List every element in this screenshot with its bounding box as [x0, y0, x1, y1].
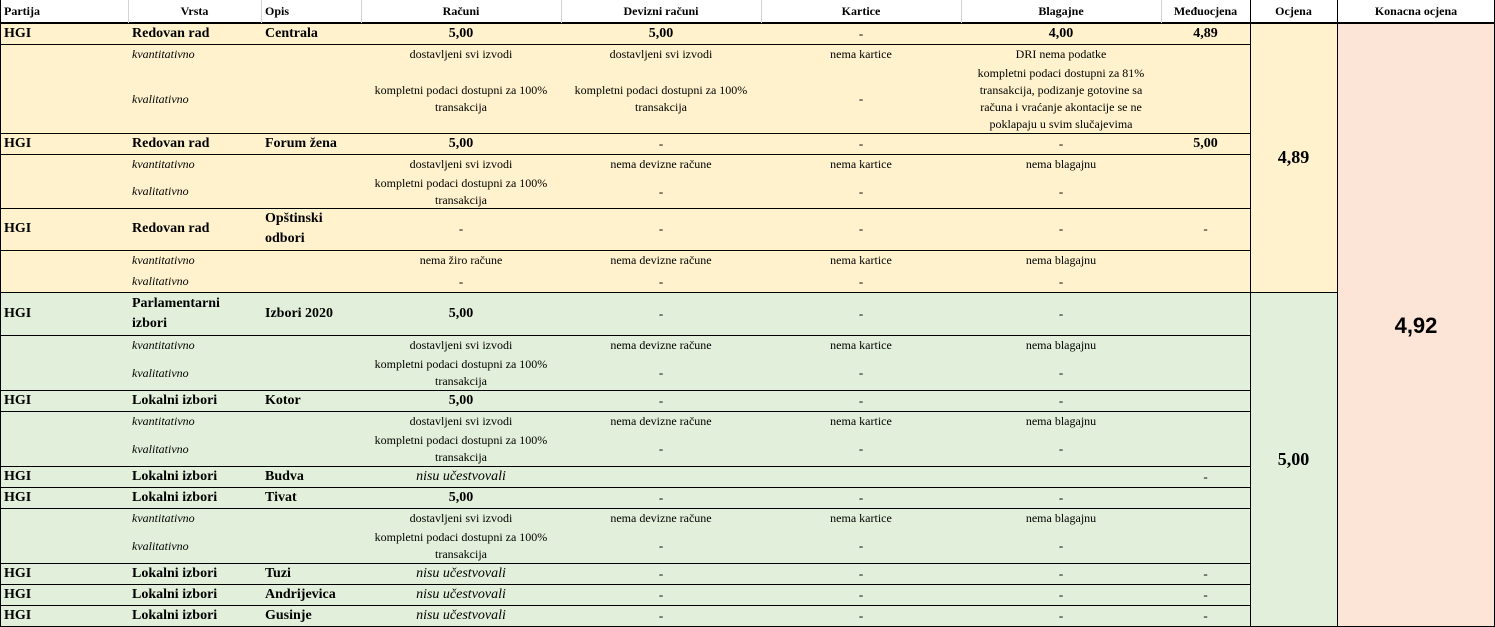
row-border: [0, 487, 1250, 488]
row-vrsta: Parlamentarni izbori: [132, 295, 220, 331]
row-racuni: 5,00: [448, 135, 474, 151]
row-border: [0, 605, 1250, 606]
header-ocjena: Ocjena: [1275, 4, 1312, 18]
detail-kartice: nema kartice: [830, 47, 892, 61]
racuni-nisu-ucestvovali: nisu učestvovali: [416, 586, 506, 602]
kvantitativno-label: kvantitativno: [132, 338, 195, 352]
detail-blagajne: kompletni podaci dostupni za 81% transakcija, podizanje gotovine sa računa i vraćanje akontacije se ne poklapaju u svim slučajevima: [977, 66, 1145, 131]
row-partija: HGI: [4, 565, 32, 581]
detail-racuni: kompletni podaci dostupni za 100% transakcija: [374, 175, 548, 207]
detail-devizni-racuni: nema devizne račune: [610, 511, 712, 525]
detail-kartice: -: [858, 273, 864, 289]
column-border: [261, 0, 262, 23]
detail-blagajne: nema blagajnu: [1025, 338, 1097, 352]
row-vrsta: Lokalni izbori: [132, 468, 218, 484]
header-konacna-ocjena: Konacna ocjena: [1374, 4, 1458, 18]
detail-devizni-racuni: nema devizne račune: [610, 338, 712, 352]
row-kartice: -: [858, 565, 864, 581]
row-kartice: -: [858, 607, 864, 623]
detail-racuni: dostavljeni svi izvodi: [409, 338, 513, 352]
kvantitativno-label: kvantitativno: [132, 47, 195, 61]
racuni-nisu-ucestvovali: nisu učestvovali: [416, 607, 506, 623]
row-border: [0, 411, 1250, 412]
row-medjuocjena: -: [1203, 221, 1208, 236]
row-racuni: -: [458, 221, 464, 236]
kvalitativno-label: kvalitativno: [132, 365, 189, 380]
header-kartice: Kartice: [841, 4, 881, 18]
detail-kartice: nema kartice: [830, 253, 892, 267]
row-vrsta: Lokalni izbori: [132, 586, 218, 602]
detail-racuni: dostavljeni svi izvodi: [409, 157, 513, 171]
detail-racuni: dostavljeni svi izvodi: [409, 511, 513, 525]
racuni-nisu-ucestvovali: nisu učestvovali: [416, 565, 506, 581]
column-border: [761, 0, 762, 23]
detail-blagajne: DRI nema podatke: [1015, 47, 1107, 61]
row-kartice: -: [858, 586, 864, 602]
detail-kartice: nema kartice: [830, 338, 892, 352]
column-border: [961, 0, 962, 23]
row-partija: HGI: [4, 392, 32, 408]
row-medjuocjena: -: [1203, 565, 1208, 581]
detail-devizni-racuni: kompletni podaci dostupni za 100% transakcija: [574, 83, 748, 114]
row-border: [0, 133, 1250, 134]
detail-blagajne: nema blagajnu: [1025, 511, 1097, 525]
detail-blagajne: -: [1058, 273, 1064, 289]
kvantitativno-label: kvantitativno: [132, 157, 195, 171]
kvantitativno-label: kvantitativno: [132, 414, 195, 428]
row-opis: Andrijevica: [265, 586, 336, 602]
column-border: [1250, 0, 1251, 626]
detail-blagajne: -: [1058, 441, 1064, 456]
column-border: [1161, 0, 1162, 23]
kvantitativno-label: kvantitativno: [132, 511, 195, 525]
row-partija: HGI: [4, 586, 32, 602]
detail-devizni-racuni: -: [658, 441, 664, 456]
row-kartice: -: [858, 392, 864, 408]
row-devizni-racuni: -: [658, 221, 664, 236]
row-opis: Gusinje: [265, 607, 312, 623]
racuni-nisu-ucestvovali: nisu učestvovali: [416, 468, 506, 484]
detail-devizni-racuni: dostavljeni svi izvodi: [609, 47, 713, 61]
detail-racuni: nema žiro račune: [419, 253, 503, 267]
row-devizni-racuni: -: [658, 305, 664, 321]
column-border: [128, 0, 129, 23]
header-partija: Partija: [4, 4, 40, 18]
header-opis: Opis: [265, 4, 290, 18]
detail-kartice: nema kartice: [830, 511, 892, 525]
row-blagajne: -: [1058, 489, 1064, 505]
detail-blagajne: nema blagajnu: [1025, 253, 1097, 267]
row-opis: Tuzi: [265, 565, 291, 581]
header-vrsta: Vrsta: [180, 4, 209, 18]
row-border: [0, 335, 1250, 336]
row-blagajne: -: [1058, 586, 1064, 602]
row-vrsta: Lokalni izbori: [132, 392, 218, 408]
detail-racuni: dostavljeni svi izvodi: [409, 47, 513, 61]
row-devizni-racuni: -: [658, 489, 664, 505]
detail-devizni-racuni: -: [658, 273, 664, 289]
detail-devizni-racuni: nema devizne račune: [610, 157, 712, 171]
column-border: [561, 0, 562, 23]
kvalitativno-label: kvalitativno: [132, 184, 189, 198]
row-kartice: -: [858, 135, 864, 151]
row-border: [0, 292, 1337, 293]
row-partija: HGI: [4, 468, 32, 484]
row-kartice: -: [858, 221, 864, 236]
header-devizni-racuni: Devizni računi: [623, 4, 699, 18]
header-blagajne: Blagajne: [1038, 4, 1084, 18]
detail-kartice: -: [858, 91, 864, 106]
detail-blagajne: nema blagajnu: [1025, 157, 1097, 171]
row-medjuocjena: -: [1203, 607, 1208, 623]
row-medjuocjena: 5,00: [1193, 135, 1218, 151]
row-border: [0, 390, 1250, 391]
ocjena-izbori: 5,00: [1277, 448, 1310, 469]
row-medjuocjena: 4,89: [1193, 25, 1218, 41]
row-blagajne: -: [1058, 305, 1064, 321]
row-opis: Budva: [265, 468, 304, 484]
detail-racuni: dostavljeni svi izvodi: [409, 414, 513, 428]
row-medjuocjena: -: [1203, 468, 1208, 484]
row-vrsta: Lokalni izbori: [132, 489, 218, 505]
row-racuni: 5,00: [448, 489, 474, 505]
column-border: [0, 0, 1, 626]
row-partija: HGI: [4, 25, 32, 41]
row-border: [0, 23, 1250, 24]
konacna-ocjena-value: 4,92: [1394, 313, 1438, 338]
row-racuni: 5,00: [448, 25, 474, 41]
detail-racuni: kompletni podaci dostupni za 100% transakcija: [374, 83, 548, 114]
row-opis: Tivat: [265, 489, 297, 505]
ocjena-redovan-rad: 4,89: [1277, 147, 1310, 167]
kvalitativno-label: kvalitativno: [132, 274, 189, 288]
detail-kartice: -: [858, 538, 864, 553]
row-devizni-racuni: 5,00: [648, 25, 674, 41]
row-partija: HGI: [4, 607, 32, 623]
detail-racuni: kompletni podaci dostupni za 100% transakcija: [374, 433, 548, 464]
row-partija: HGI: [4, 489, 32, 505]
detail-racuni: kompletni podaci dostupni za 100% transakcija: [374, 357, 548, 388]
row-opis: Kotor: [265, 392, 301, 408]
row-racuni: 5,00: [448, 305, 474, 321]
detail-kartice: -: [858, 441, 864, 456]
row-partija: HGI: [4, 135, 32, 151]
detail-devizni-racuni: nema devizne račune: [610, 253, 712, 267]
detail-kartice: nema kartice: [830, 414, 892, 428]
detail-devizni-racuni: -: [658, 538, 664, 553]
row-vrsta: Redovan rad: [132, 221, 210, 236]
row-blagajne: 4,00: [1048, 25, 1074, 41]
row-opis: Opštinski odbori: [265, 211, 323, 246]
row-border: [0, 508, 1250, 509]
row-border: [0, 466, 1250, 467]
detail-racuni: -: [458, 273, 464, 289]
row-medjuocjena: -: [1203, 586, 1208, 602]
detail-blagajne: nema blagajnu: [1025, 414, 1097, 428]
row-racuni: 5,00: [448, 392, 474, 408]
detail-blagajne: -: [1058, 183, 1064, 199]
row-border: [0, 584, 1250, 585]
header-medjuocjena: Međuocjena: [1173, 4, 1238, 18]
row-kartice: -: [858, 305, 864, 321]
row-opis: Forum žena: [265, 135, 337, 151]
row-blagajne: -: [1058, 135, 1064, 151]
row-border: [1337, 23, 1495, 24]
row-vrsta: Lokalni izbori: [132, 565, 218, 581]
row-opis: Izbori 2020: [265, 305, 334, 321]
row-blagajne: -: [1058, 565, 1064, 581]
detail-kartice: -: [858, 183, 864, 199]
row-border: [0, 563, 1250, 564]
row-blagajne: -: [1058, 221, 1064, 236]
detail-blagajne: -: [1058, 365, 1064, 380]
column-border: [361, 0, 362, 23]
detail-devizni-racuni: nema devizne račune: [610, 414, 712, 428]
header-racuni: Računi: [442, 4, 480, 18]
row-devizni-racuni: -: [658, 565, 664, 581]
kvalitativno-label: kvalitativno: [132, 441, 189, 456]
row-vrsta: Redovan rad: [132, 25, 210, 41]
detail-kartice: -: [858, 365, 864, 380]
row-border: [0, 250, 1250, 251]
row-kartice: -: [858, 25, 864, 41]
kvantitativno-label: kvantitativno: [132, 253, 195, 267]
row-vrsta: Redovan rad: [132, 135, 210, 151]
detail-kartice: nema kartice: [830, 157, 892, 171]
detail-devizni-racuni: -: [658, 365, 664, 380]
row-partija: HGI: [4, 305, 32, 321]
detail-blagajne: -: [1058, 538, 1064, 553]
row-opis: Centrala: [265, 25, 318, 41]
detail-racuni: kompletni podaci dostupni za 100% transakcija: [374, 530, 548, 561]
row-border: [0, 154, 1250, 155]
row-kartice: -: [858, 489, 864, 505]
row-devizni-racuni: -: [658, 135, 664, 151]
row-vrsta: Lokalni izbori: [132, 607, 218, 623]
column-border: [1337, 0, 1338, 626]
detail-devizni-racuni: -: [658, 183, 664, 199]
kvalitativno-label: kvalitativno: [132, 91, 189, 106]
row-border: [0, 208, 1250, 209]
row-devizni-racuni: -: [658, 586, 664, 602]
row-blagajne: -: [1058, 607, 1064, 623]
kvalitativno-label: kvalitativno: [132, 538, 189, 553]
row-devizni-racuni: -: [658, 607, 664, 623]
row-blagajne: -: [1058, 392, 1064, 408]
row-devizni-racuni: -: [658, 392, 664, 408]
row-border: [0, 44, 1250, 45]
row-partija: HGI: [4, 221, 32, 236]
